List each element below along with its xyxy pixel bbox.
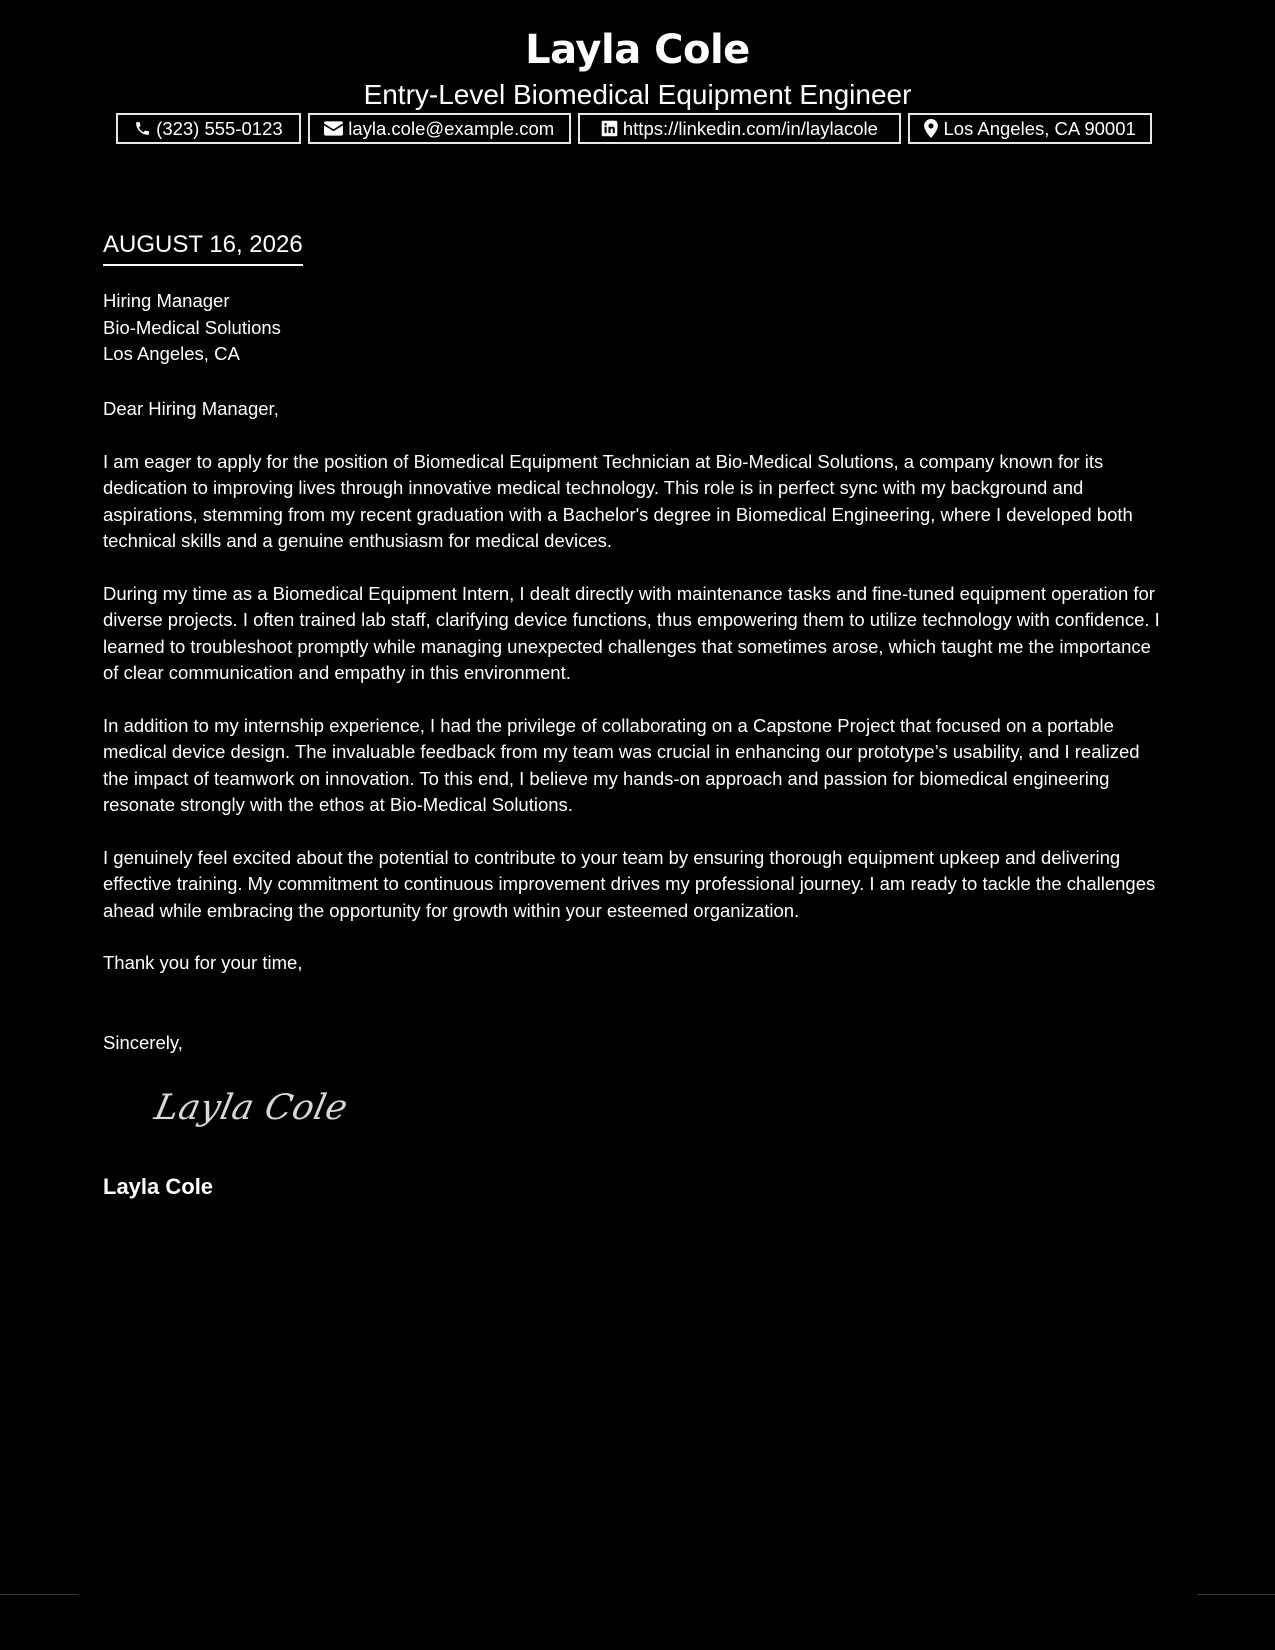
recipient-block: [103, 288, 281, 368]
email-text: layla.cole@example.com: [348, 117, 555, 139]
phone-text: (323) 555-0123: [156, 117, 283, 139]
signoff: Sincerely,: [103, 1031, 183, 1053]
salutation: Dear Hiring Manager,: [103, 398, 279, 419]
recipient-title: Hiring Manager: [103, 290, 230, 311]
location-text: Los Angeles, CA 90001: [943, 117, 1136, 139]
closing-line: Thank you for your time,: [103, 952, 303, 974]
handwritten-signature: Layla Cole: [151, 1088, 352, 1128]
recipient-location: Los Angeles, CA: [103, 343, 240, 364]
footer-divider-left: [0, 1594, 78, 1595]
letter-date: AUGUST 16, 2026: [103, 230, 303, 266]
letter-header: [0, 22, 1275, 112]
recipient-company: Bio-Medical Solutions: [103, 316, 281, 338]
contact-email[interactable]: [308, 113, 571, 144]
applicant-name: Layla Cole: [525, 27, 750, 73]
contact-location[interactable]: [908, 113, 1152, 144]
contact-phone[interactable]: [116, 113, 301, 144]
signer-name: Layla Cole: [103, 1174, 214, 1199]
contact-linkedin[interactable]: [578, 113, 902, 144]
envelope-icon: [324, 121, 343, 136]
phone-icon: [134, 120, 151, 137]
contact-bar: [116, 113, 1152, 144]
body-paragraph-1: I am eager to apply for the position of Biomedical Equipment Technician at Bio-Medical Solutions, a company known for its dedication to improving lives through innovative medical technology. This role is in perfect sync with my background and aspirations, stemming from my recent graduation with a Bachelor's degree in Biomedical Engineering, where I developed both technical skills and a genuine enthusiasm for medical devices.: [103, 450, 1133, 552]
linkedin-icon: [601, 120, 618, 137]
applicant-job-title: Entry-Level Biomedical Equipment Engineer: [363, 79, 912, 110]
letter-body: [103, 396, 1166, 1083]
body-paragraph-4: I genuinely feel excited about the potential to contribute to your team by ensuring thorough equipment upkeep and delivering effective training. My commitment to continuous improvement drives my professional journey. I am ready to tackle the challenges ahead while embracing the opportunity for growth within your esteemed organization.: [103, 846, 1156, 921]
map-marker-icon: [924, 119, 938, 138]
body-paragraph-2: During my time as a Biomedical Equipment Intern, I dealt directly with maintenance tasks and fine-tuned equipment operation for diverse projects. I often trained lab staff, clarifying device functions, thus empowering them to utilize technology with confidence. I learned to troubleshoot promptly while managing unexpected challenges that sometimes arose, which taught me the importance of clear communication and empathy in this environment.: [103, 582, 1160, 684]
footer-divider-right: [1197, 1594, 1275, 1595]
body-paragraph-3: In addition to my internship experience, I had the privilege of collaborating on a Capstone Project that focused on a portable medical device design. The invaluable feedback from my team was crucial in enhancing our prototype’s usability, and I realized the impact of teamwork on innovation. To this end, I believe my hands-on approach and passion for biomedical engineering resonate strongly with the ethos at Bio-Medical Solutions.: [103, 714, 1140, 816]
linkedin-text: https://linkedin.com/in/laylacole: [622, 117, 878, 139]
